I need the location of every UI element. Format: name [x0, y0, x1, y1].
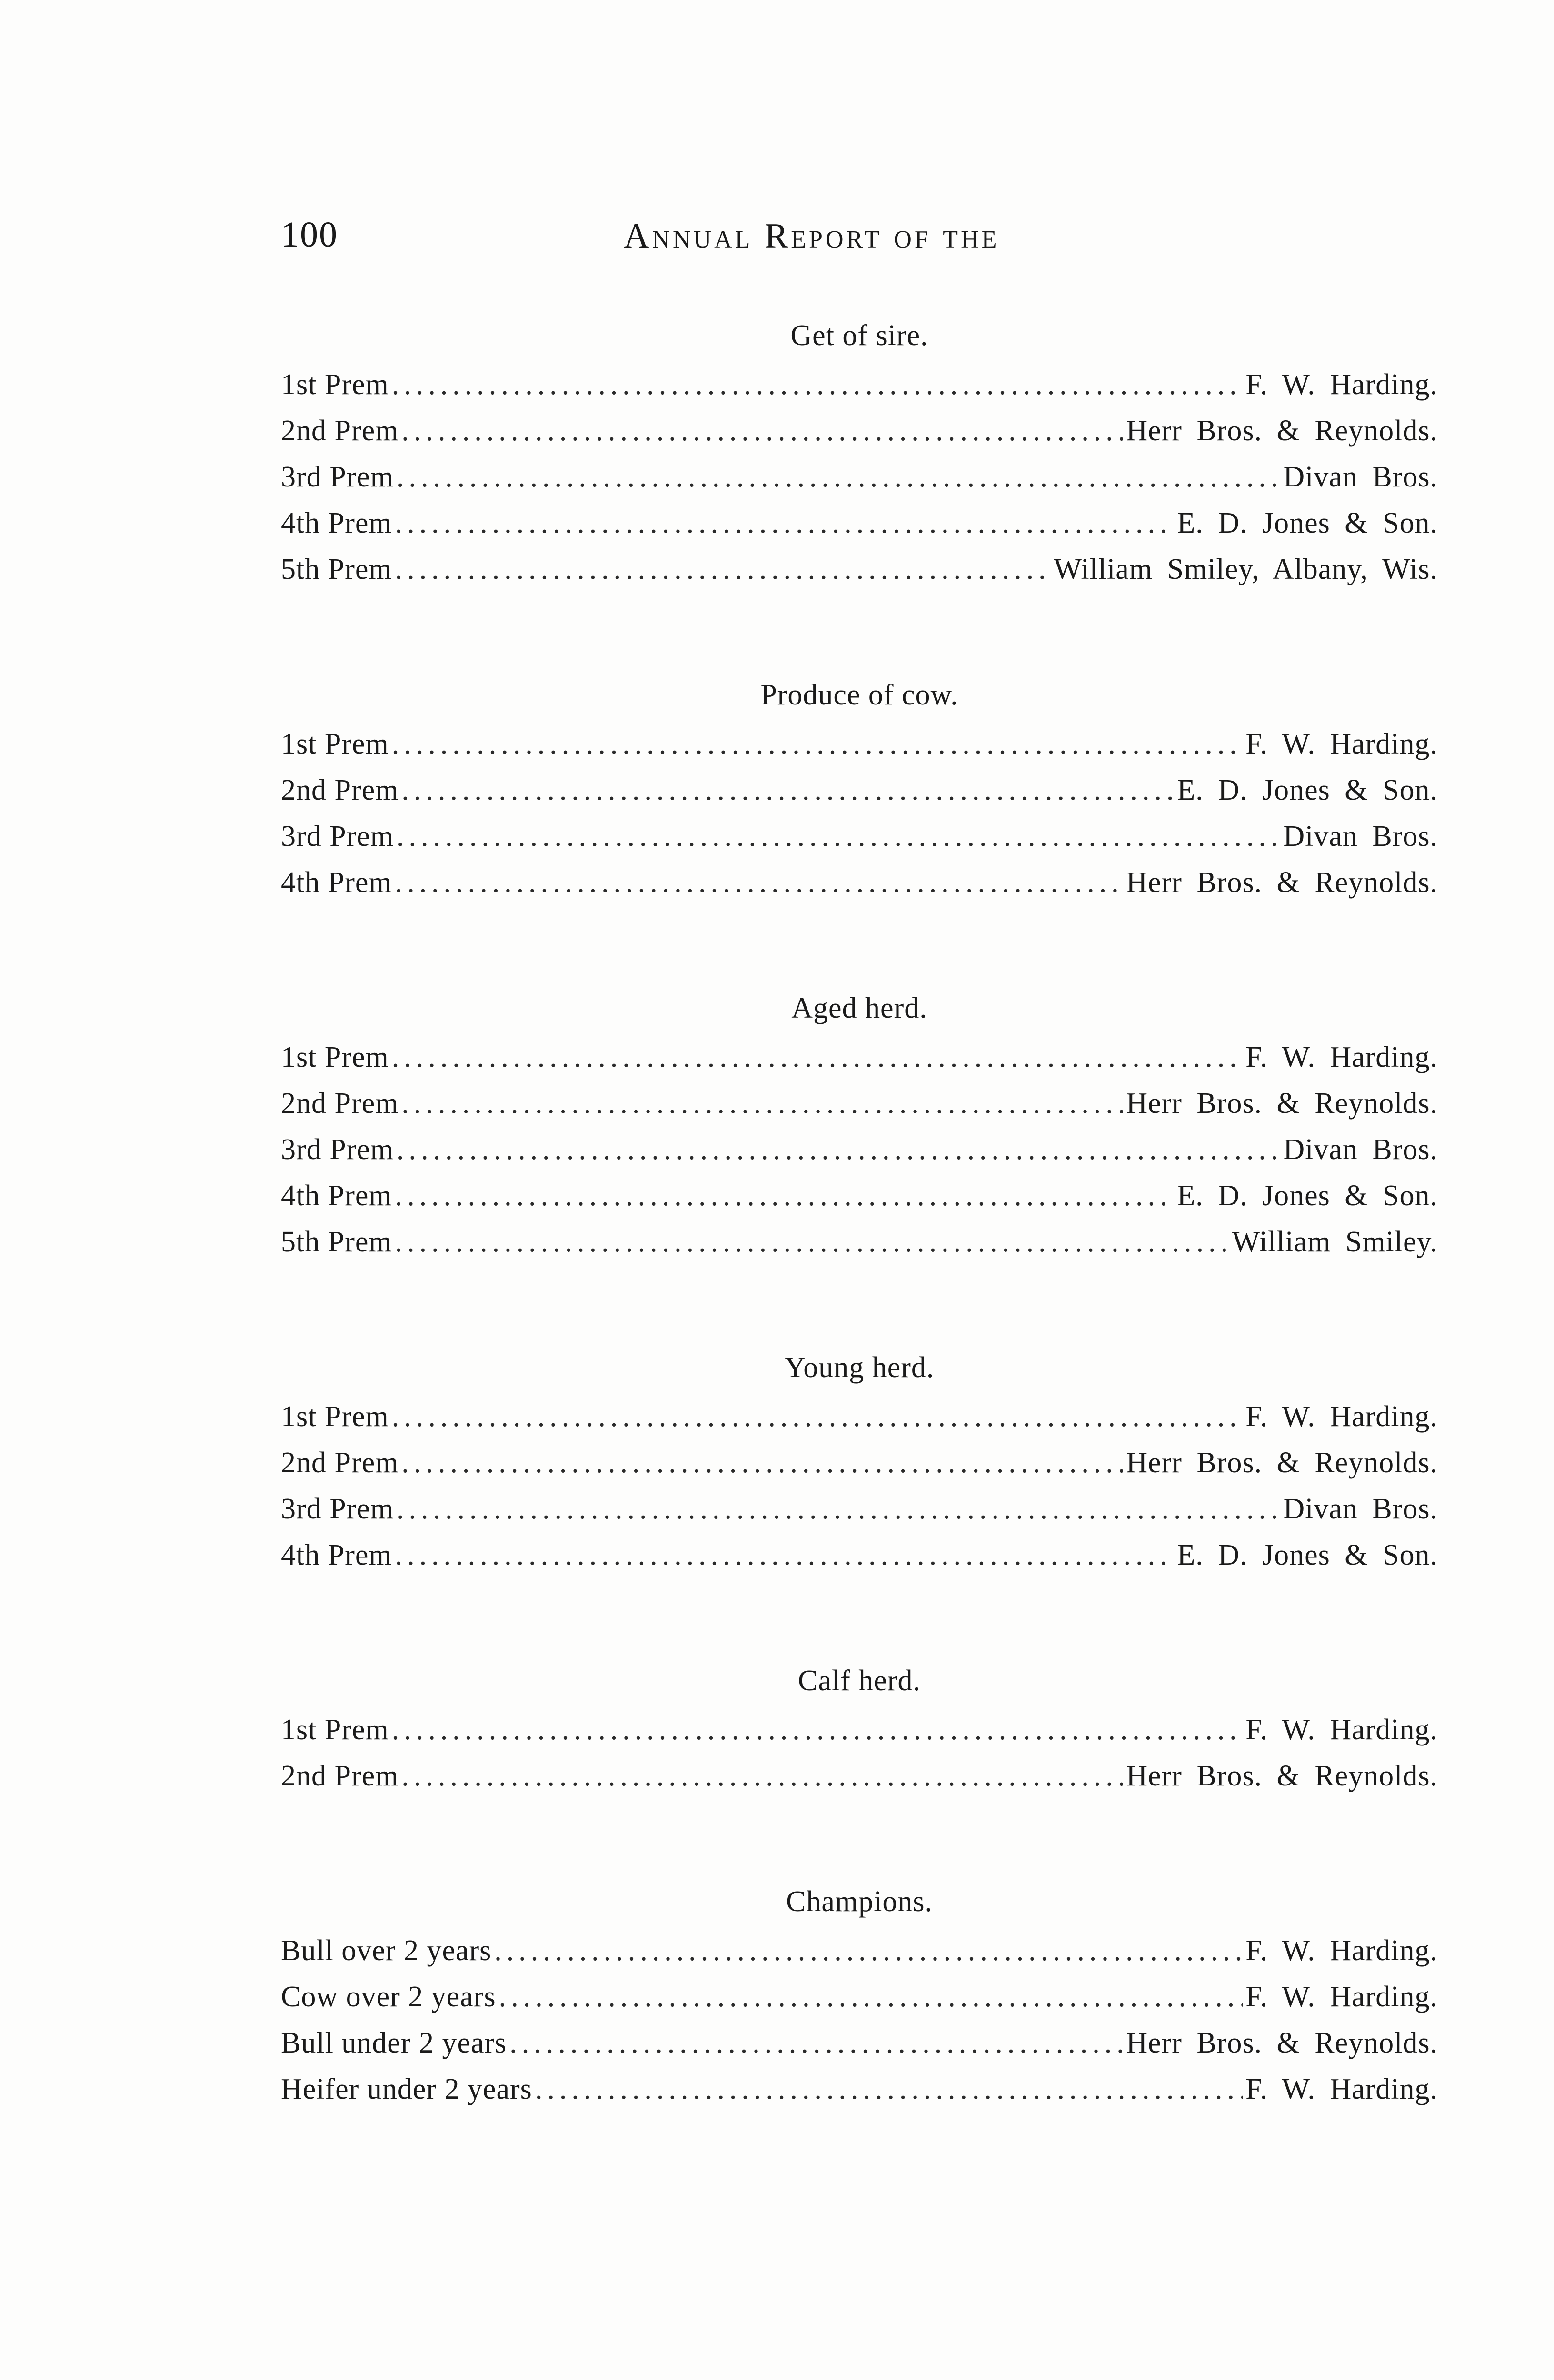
- award-row: [281, 1707, 1438, 1753]
- award-place: 1st Prem: [281, 1041, 389, 1073]
- award-place: Heifer under 2 years: [281, 2073, 532, 2105]
- award-row: [281, 1173, 1438, 1219]
- award-place: Bull over 2 years: [281, 1934, 492, 1967]
- award-place: 4th Prem: [281, 1539, 392, 1571]
- running-title: Annual Report of the: [624, 217, 1000, 256]
- dot-leader: [509, 2020, 1123, 2066]
- award-row: [281, 2066, 1438, 2112]
- section-champions: [281, 1880, 1438, 2112]
- award-winner: Divan Bros.: [1283, 820, 1438, 853]
- award-winner: Herr Bros. & Reynolds.: [1126, 1447, 1438, 1479]
- award-winner: F. W. Harding.: [1245, 368, 1438, 401]
- section-title: Produce of cow.: [760, 679, 958, 711]
- award-place: 1st Prem: [281, 1714, 389, 1746]
- dot-leader: [401, 1081, 1123, 1127]
- award-place: 1st Prem: [281, 1400, 389, 1433]
- award-row: [281, 2020, 1438, 2066]
- dot-leader: [397, 1127, 1280, 1173]
- award-place: 3rd Prem: [281, 820, 394, 853]
- award-winner: Divan Bros.: [1283, 461, 1438, 493]
- dot-leader: [392, 362, 1243, 408]
- dot-leader: [395, 500, 1175, 546]
- award-place: 1st Prem: [281, 368, 389, 401]
- dot-leader: [397, 813, 1280, 860]
- award-winner: E. D. Jones & Son.: [1177, 1180, 1438, 1212]
- dot-leader: [395, 860, 1124, 906]
- award-place: 4th Prem: [281, 507, 392, 539]
- award-place: 2nd Prem: [281, 774, 399, 806]
- award-place: 4th Prem: [281, 866, 392, 899]
- award-winner: Divan Bros.: [1283, 1133, 1438, 1166]
- dot-leader: [392, 1707, 1243, 1753]
- dot-leader: [499, 1974, 1243, 2020]
- award-winner: Herr Bros. & Reynolds.: [1126, 866, 1438, 899]
- award-row: [281, 1034, 1438, 1081]
- dot-leader: [397, 454, 1280, 500]
- award-place: 1st Prem: [281, 728, 389, 760]
- section-title: Aged herd.: [791, 992, 927, 1024]
- award-row: [281, 721, 1438, 767]
- section-title: Young herd.: [784, 1351, 935, 1384]
- award-row: [281, 767, 1438, 813]
- award-winner: F. W. Harding.: [1245, 1041, 1438, 1073]
- dot-leader: [401, 408, 1123, 454]
- dot-leader: [395, 1173, 1175, 1219]
- section-produce-of-cow: [281, 674, 1438, 906]
- award-row: [281, 1440, 1438, 1486]
- dot-leader: [401, 1753, 1123, 1799]
- section-title: Get of sire.: [790, 319, 928, 352]
- award-row: [281, 1486, 1438, 1532]
- award-row: [281, 1127, 1438, 1173]
- section-title: Champions.: [786, 1885, 933, 1918]
- award-row: [281, 813, 1438, 860]
- award-winner: F. W. Harding.: [1245, 2073, 1438, 2105]
- award-row: [281, 1532, 1438, 1578]
- award-winner: F. W. Harding.: [1245, 1934, 1438, 1967]
- award-place: 2nd Prem: [281, 1447, 399, 1479]
- dot-leader: [395, 1532, 1175, 1578]
- award-place: 2nd Prem: [281, 1087, 399, 1120]
- award-place: Bull under 2 years: [281, 2027, 507, 2059]
- award-winner: Divan Bros.: [1283, 1493, 1438, 1525]
- dot-leader: [395, 546, 1051, 593]
- award-winner: F. W. Harding.: [1245, 1981, 1438, 2013]
- award-place: 2nd Prem: [281, 1760, 399, 1792]
- award-row: [281, 362, 1438, 408]
- award-row: [281, 1928, 1438, 1974]
- dot-leader: [494, 1928, 1243, 1974]
- award-row: [281, 1753, 1438, 1799]
- award-row: [281, 454, 1438, 500]
- award-winner: F. W. Harding.: [1245, 728, 1438, 760]
- award-winner: William Smiley, Albany, Wis.: [1054, 553, 1438, 585]
- award-row: [281, 1974, 1438, 2020]
- dot-leader: [401, 1440, 1123, 1486]
- dot-leader: [392, 1394, 1243, 1440]
- award-winner: Herr Bros. & Reynolds.: [1126, 1760, 1438, 1792]
- dot-leader: [401, 767, 1174, 813]
- award-row: [281, 500, 1438, 546]
- award-row: [281, 408, 1438, 454]
- award-winner: F. W. Harding.: [1245, 1714, 1438, 1746]
- award-winner: Herr Bros. & Reynolds.: [1126, 2027, 1438, 2059]
- award-place: 2nd Prem: [281, 415, 399, 447]
- award-place: 3rd Prem: [281, 461, 394, 493]
- award-winner: E. D. Jones & Son.: [1177, 1539, 1438, 1571]
- award-place: Cow over 2 years: [281, 1981, 496, 2013]
- running-header: [281, 214, 1438, 267]
- section-title: Calf herd.: [798, 1665, 921, 1697]
- dot-leader: [392, 721, 1243, 767]
- section-calf-herd: [281, 1659, 1438, 1799]
- awards-list: [281, 314, 1438, 2193]
- award-winner: E. D. Jones & Son.: [1177, 507, 1438, 539]
- award-place: 4th Prem: [281, 1180, 392, 1212]
- section-aged-herd: [281, 987, 1438, 1265]
- award-winner: Herr Bros. & Reynolds.: [1126, 1087, 1438, 1120]
- award-row: [281, 1219, 1438, 1265]
- page-number: 100: [281, 215, 338, 255]
- award-row: [281, 546, 1438, 593]
- section-get-of-sire: [281, 314, 1438, 593]
- dot-leader: [535, 2066, 1243, 2112]
- dot-leader: [395, 1219, 1229, 1265]
- award-row: [281, 1394, 1438, 1440]
- award-row: [281, 1081, 1438, 1127]
- award-place: 5th Prem: [281, 553, 392, 585]
- award-place: 5th Prem: [281, 1226, 392, 1258]
- award-winner: Herr Bros. & Reynolds.: [1126, 415, 1438, 447]
- section-young-herd: [281, 1346, 1438, 1578]
- award-place: 3rd Prem: [281, 1133, 394, 1166]
- award-winner: E. D. Jones & Son.: [1177, 774, 1438, 806]
- dot-leader: [397, 1486, 1280, 1532]
- dot-leader: [392, 1034, 1243, 1081]
- award-winner: William Smiley.: [1232, 1226, 1438, 1258]
- award-place: 3rd Prem: [281, 1493, 394, 1525]
- award-row: [281, 860, 1438, 906]
- award-winner: F. W. Harding.: [1245, 1400, 1438, 1433]
